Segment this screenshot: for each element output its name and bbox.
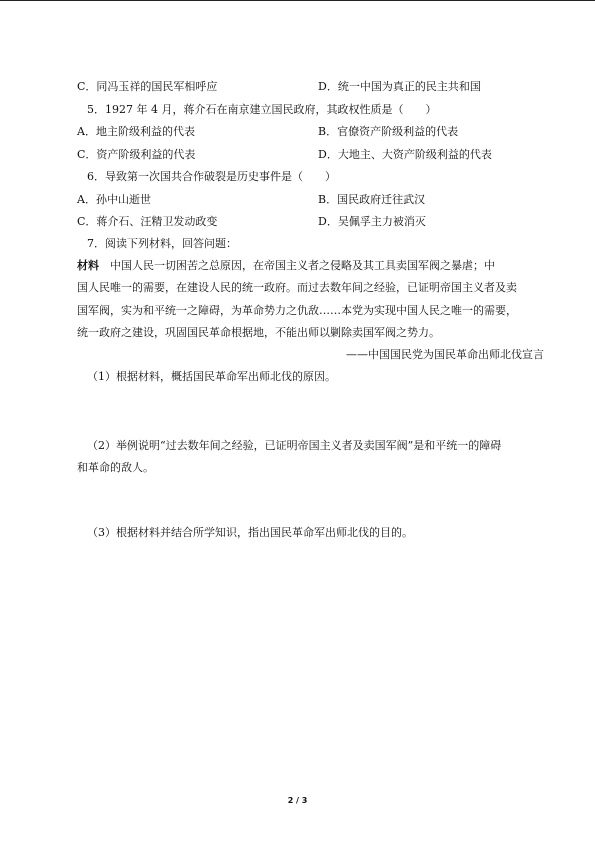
material-text: 中国人民一切困苦之总原因，在帝国主义者之侵略及其工具卖国军阀之暴虐；中: [99, 259, 495, 272]
q7-sub-question-3: （3）根据材料并结合所学知识，指出国民革命军出师北伐的目的。: [87, 526, 413, 539]
q7-stem: 7．阅读下列材料，回答问题：: [87, 237, 237, 250]
page-number: 2 / 3: [287, 796, 308, 805]
q6-option-c: C．蒋介石、汪精卫发动政变: [77, 215, 218, 228]
q6-option-d: D．吴佩孚主力被消灭: [318, 215, 426, 228]
q7-material-line-3: 国军阀，实为和平统一之障碍，为革命势力之仇敌……本党为实现中国人民之唯一的需要，: [77, 304, 517, 317]
q5-option-a: A．地主阶级利益的代表: [77, 125, 195, 138]
q6-option-b: B．国民政府迁往武汉: [318, 193, 426, 206]
q7-material-source: ——中国国民党为国民革命出师北伐宣言: [346, 348, 544, 361]
page-top-border: [0, 0, 595, 1]
q7-material-line-1: [77, 259, 495, 273]
q6-stem: 6．导致第一次国共合作破裂是历史事件是（ ）: [87, 170, 336, 183]
q7-sub-question-2-line-2: 和革命的敌人。: [77, 461, 154, 474]
q5-stem: 5．1927 年 4 月，蒋介石在南京建立国民政府，其政权性质是（ ）: [87, 103, 437, 116]
q5-option-d: D．大地主、大资产阶级利益的代表: [318, 148, 492, 161]
q7-sub-question-2-line-1: （2）举例说明“过去数年间之经验，已证明帝国主义者及卖国军阀”是和平统一的障碍: [87, 439, 502, 452]
q6-option-a: A．孙中山逝世: [77, 193, 151, 206]
q4-option-d: D．统一中国为真正的民主共和国: [318, 80, 481, 93]
q4-option-c: C．同冯玉祥的国民军相呼应: [77, 80, 218, 93]
material-label: 材料: [77, 259, 99, 272]
q7-material-line-2: 国人民唯一的需要，在建设人民的统一政府。而过去数年间之经验，已证明帝国主义者及卖: [77, 281, 517, 294]
q5-option-b: B．官僚资产阶级利益的代表: [318, 125, 459, 138]
q7-material-line-4: 统一政府之建设，巩固国民革命根据地，不能出师以剿除卖国军阀之势力。: [77, 326, 440, 339]
q5-option-c: C．资产阶级利益的代表: [77, 148, 196, 161]
q7-sub-question-1: （1）根据材料，概括国民革命军出师北伐的原因。: [87, 370, 336, 383]
